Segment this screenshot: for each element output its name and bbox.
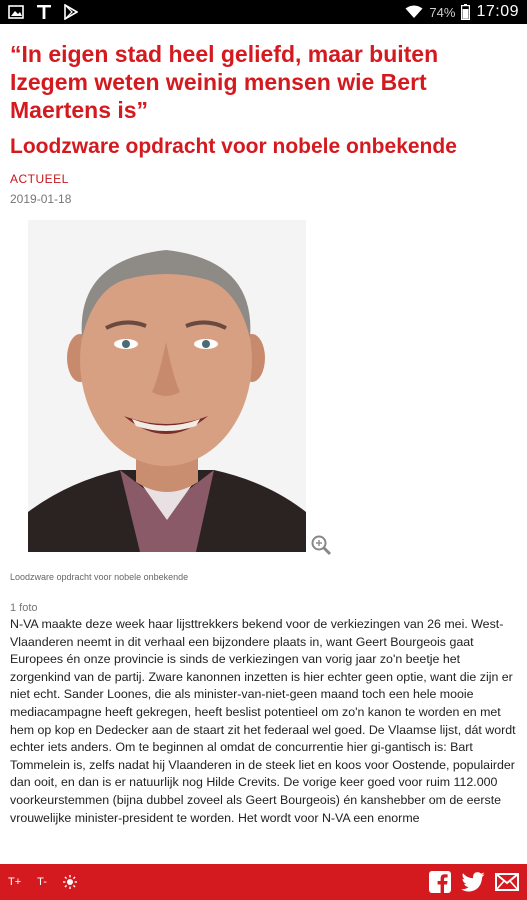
category-label[interactable]: ACTUEEL <box>10 172 69 186</box>
twitter-icon[interactable] <box>461 872 485 892</box>
wifi-icon <box>405 0 423 24</box>
image-icon <box>8 0 24 24</box>
photo-caption: Loodzware opdracht voor nobele onbekende <box>10 572 189 582</box>
article <box>0 24 527 864</box>
bottom-toolbar <box>0 864 527 900</box>
status-bar <box>0 0 527 24</box>
facebook-icon[interactable] <box>429 871 451 893</box>
article-subheadline: Loodzware opdracht voor nobele onbekende <box>10 135 457 158</box>
play-store-icon <box>64 0 78 24</box>
photo-container <box>10 220 517 566</box>
mail-icon[interactable] <box>495 873 519 891</box>
clock: 17:09 <box>476 3 519 20</box>
upload-icon <box>36 0 52 24</box>
article-date: 2019-01-18 <box>10 192 72 206</box>
sun-icon[interactable] <box>63 875 77 889</box>
battery-percentage: 74% <box>429 4 456 20</box>
text-larger-button[interactable]: T+ <box>8 876 22 888</box>
article-photo[interactable] <box>28 220 306 552</box>
text-smaller-button[interactable]: T- <box>37 876 47 888</box>
article-headline: “In eigen stad heel geliefd, maar buiten Izegem weten weinig mensen wie Bert Maertens is” <box>10 41 439 123</box>
article-body: N-VA maakte deze week haar lijsttrekkers bekend voor de verkiezingen van 26 mei. West-Vlaanderen neemt in dit verhaal een bijzondere plaats in, want Geert Bourgeois gaat Europees én onze provincie is sinds de verkiezingen van vorig jaar zo'n beetje het zorgenkind van de partij. Zware kanonnen inzetten is hier echter geen optie, want die zijn er niet echt. Sander Loones, die als minister-van-niet-geen maand toch een hele mooie mediacampagne heeft gekregen, heeft beslist potentieel om zo'n kanon te worden en met hem op kop en Dedecker aan de staart zit het federaal wel goed. De Vlaamse lijst, dát wordt echter iets anders. Om te beginnen al omdat de concurrentie hier gi-gantisch is: Bart Tommelein is, zelfs nadat hij Vlaanderen in de steek liet en koos voor Oostende, populairder dan ooit, en dan is er natuurlijk nog Hilde Crevits. De vorige keer goed voor ruim 112.000 voorkeurstemmen (bijna dubbel zoveel als Geert Bourgeois) én kanshebber om de eerste vrouwelijke minister-president te worden. Het wordt voor N-VA een enorme <box>10 617 516 825</box>
battery-icon <box>461 0 470 24</box>
photo-count[interactable]: 1 foto <box>10 602 38 614</box>
zoom-icon[interactable] <box>310 534 332 556</box>
